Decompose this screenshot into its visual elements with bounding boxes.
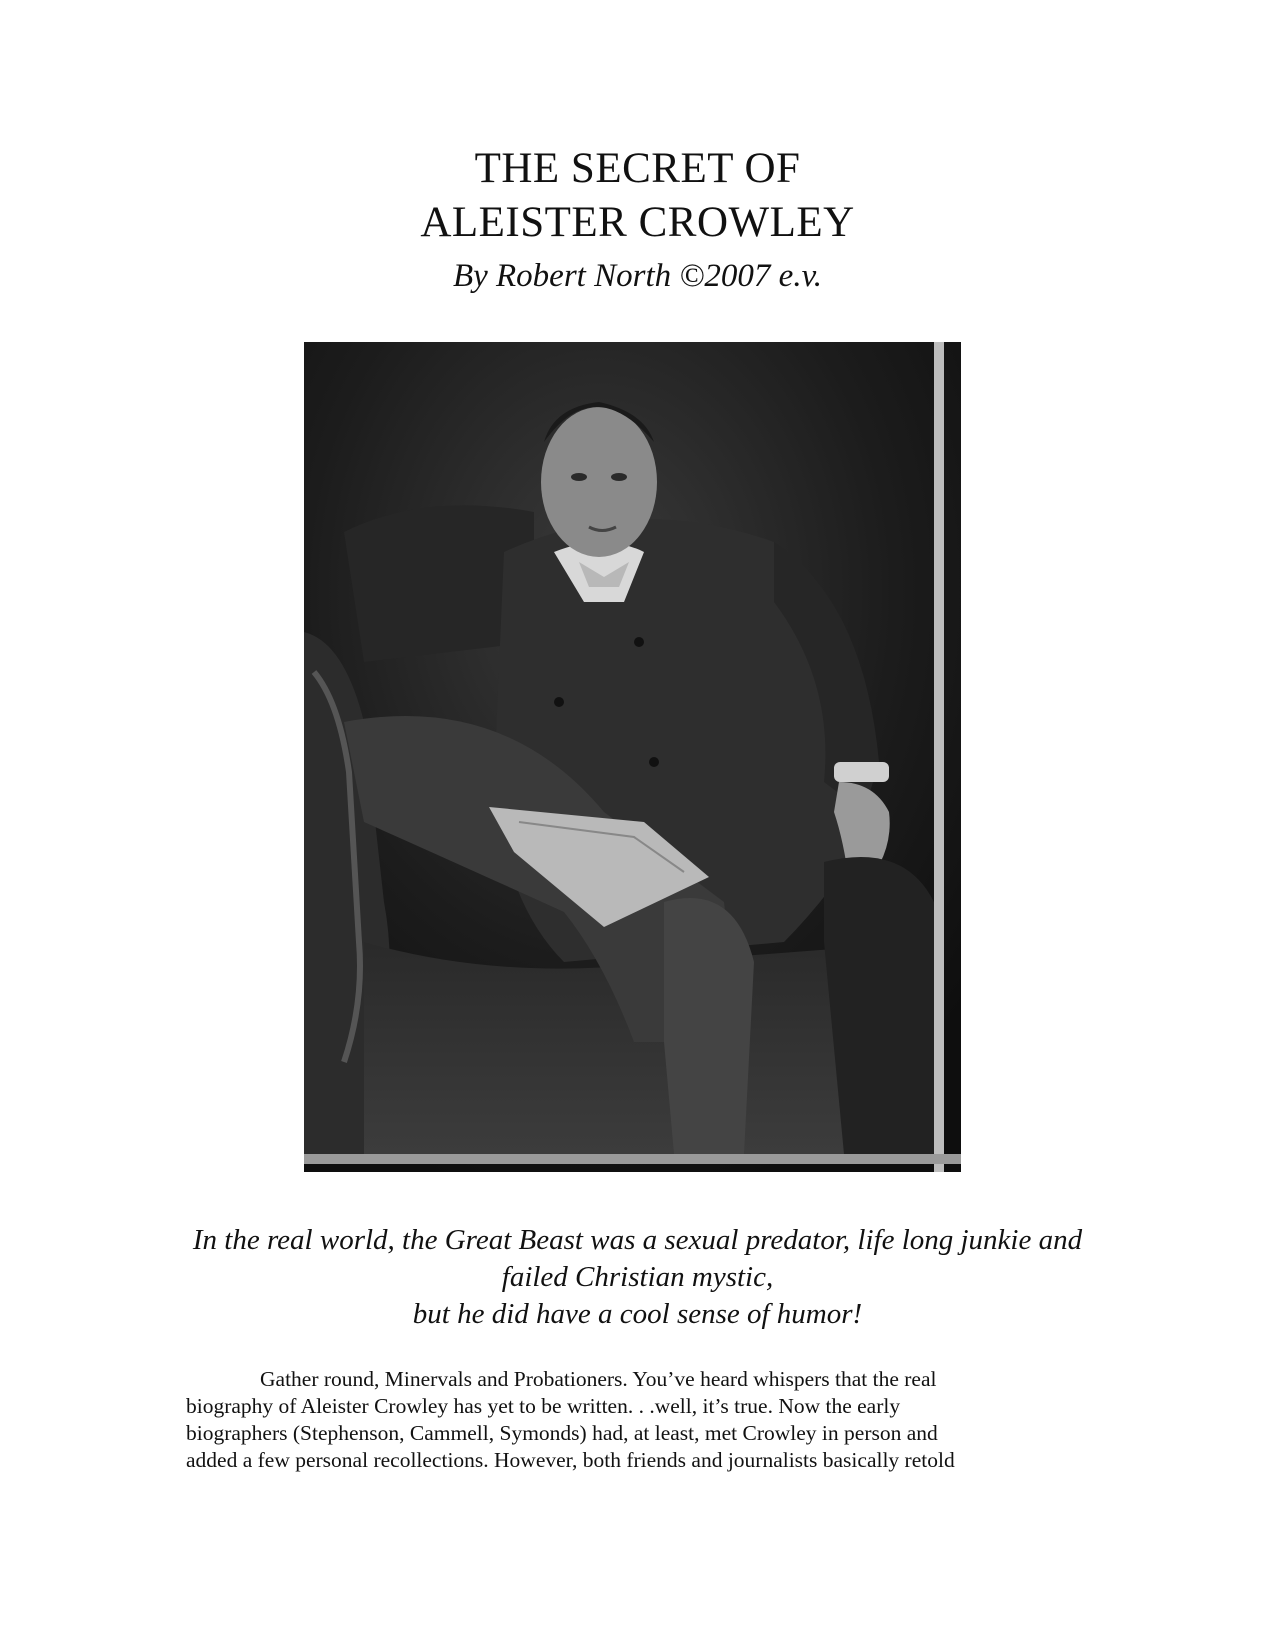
byline: By Robert North ©2007 e.v. — [452, 258, 823, 294]
title-line-2: ALEISTER CROWLEY — [420, 199, 855, 246]
body-line-4: added a few personal recollections. However, both friends and journalists basically retold — [186, 1448, 955, 1472]
body-line-2: biography of Aleister Crowley has yet to be written. . .well, it’s true. Now the early — [186, 1394, 901, 1418]
title-block — [0, 142, 1275, 298]
epigraph — [0, 1222, 1275, 1333]
epigraph-line-3: but he did have a cool sense of humor! — [412, 1298, 863, 1330]
epigraph-line-1: In the real world, the Great Beast was a sexual predator, life long junkie and — [192, 1224, 1083, 1256]
portrait-photo — [304, 342, 961, 1172]
body-paragraph — [186, 1366, 1086, 1474]
title-line-1: THE SECRET OF — [474, 145, 801, 192]
body-line-1: Gather round, Minervals and Probationers. You’ve heard whispers that the real — [260, 1367, 937, 1391]
body-line-3: biographers (Stephenson, Cammell, Symonds) had, at least, met Crowley in person and — [186, 1421, 938, 1445]
epigraph-line-2: failed Christian mystic, — [501, 1261, 774, 1293]
